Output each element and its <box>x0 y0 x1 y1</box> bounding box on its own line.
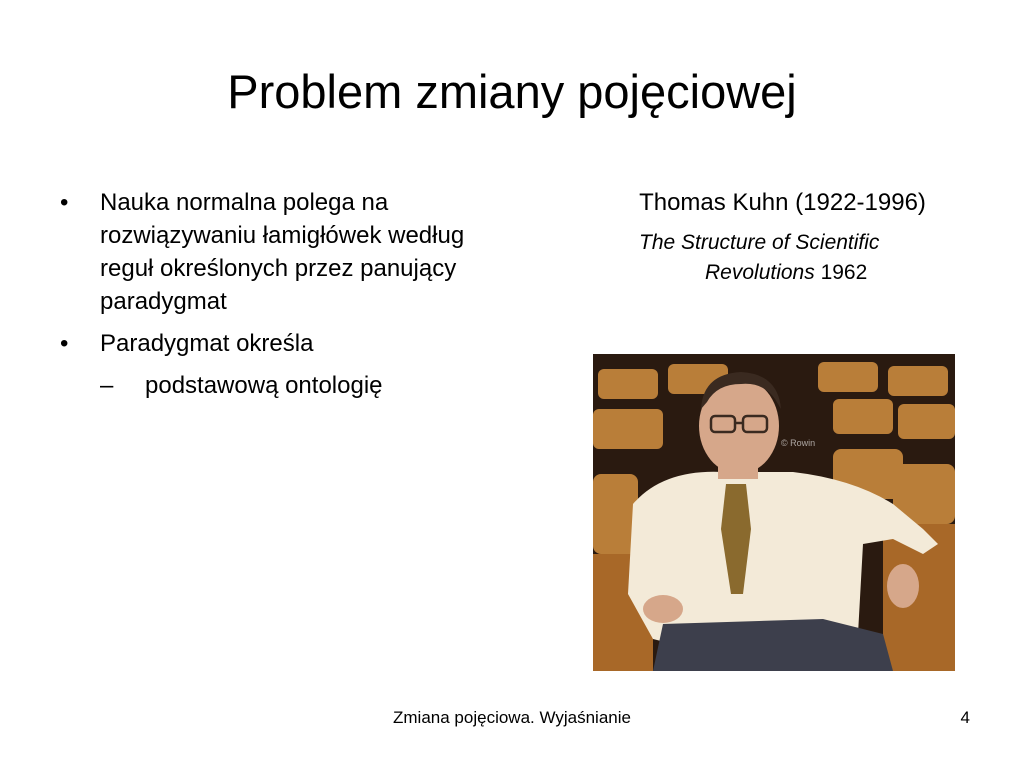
footer-caption: Zmiana pojęciowa. Wyjaśnianie <box>393 708 631 727</box>
bullet-item <box>60 186 480 318</box>
sub-bullet-text: podstawową ontologię <box>145 372 383 399</box>
bullet-list <box>60 186 480 402</box>
page-number: 4 <box>960 708 970 727</box>
bullet-marker: • <box>60 330 69 357</box>
bullet-text: Nauka normalna polega na rozwiązywaniu łamigłówek według reguł określonych przez panujący paradygmat <box>100 189 465 315</box>
book-title-line1: The Structure of Scientific <box>639 231 880 254</box>
slide-title: Problem zmiany pojęciowej <box>227 65 797 118</box>
bullet-text: Paradygmat określa <box>100 330 314 357</box>
book-reference <box>560 228 1005 288</box>
author-name: Thomas Kuhn (1922-1996) <box>639 189 926 216</box>
bullet-marker: • <box>60 189 69 216</box>
sub-bullet-marker: – <box>100 372 114 399</box>
bullet-item <box>60 327 480 360</box>
sub-bullet-item <box>100 369 480 402</box>
book-title-line2: Revolutions <box>705 261 815 284</box>
author-photo <box>593 354 955 671</box>
photo-watermark: © Rowin <box>781 438 816 448</box>
book-year: 1962 <box>814 261 868 284</box>
